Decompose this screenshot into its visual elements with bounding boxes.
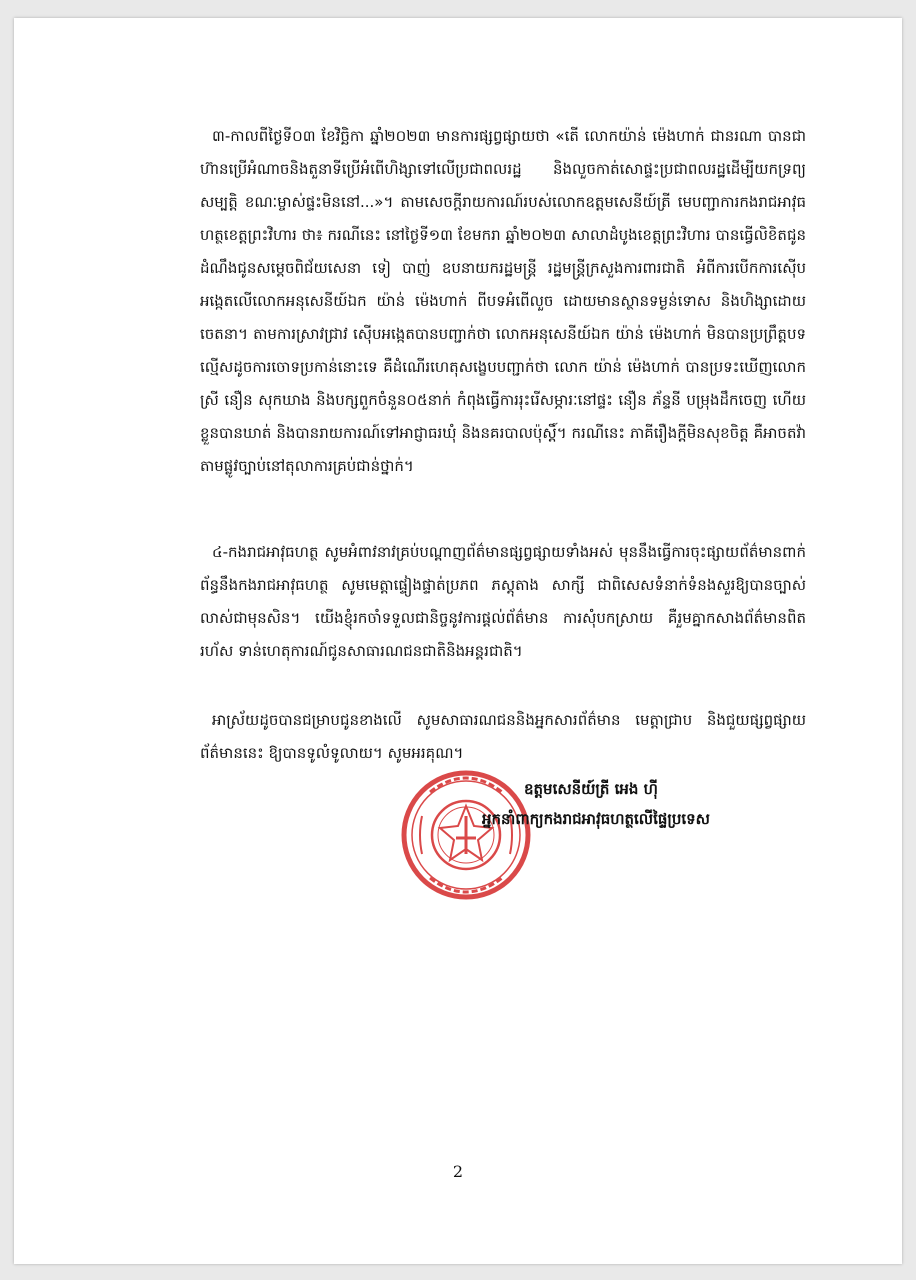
signature-block	[482, 774, 822, 834]
signatory-name: ឧត្តមសេនីយ៍ត្រី អេង ហ៊ី	[524, 780, 658, 798]
official-seal-icon	[400, 746, 532, 924]
page-number: 2	[452, 1162, 464, 1181]
signatory-title: អ្នកនាំពាក្យកងរាជអាវុធហត្ថលើផ្ទៃប្រទេស	[482, 810, 710, 828]
paragraph-3: ៣-កាលពីថ្ងៃទី០៣ ខែវិច្ឆិកា ឆ្នាំ២០២៣ មានការផ្សព្វផ្សាយថា «តើ លោកយ៉ាន់ ម៉េងហាក់ ជានរណា បានជាហ៊ានប្រើអំណាចនិងតួនាទីប្រើអំពើហិង្សាទៅលើប្រជាពលរដ្ឋ និងលួចកាត់សោផ្ទះប្រជាពលរដ្ឋដើម្បីយកទ្រព្យសម្បត្តិ ខណៈម្ចាស់ផ្ទះមិននៅ...»។ តាមសេចក្តីរាយការណ៍របស់លោកឧត្តមសេនីយ៍ត្រី មេបញ្ជាការកងរាជអាវុធហត្ថខេត្តព្រះវិហារ ថា៖ ករណីនេះ នៅថ្ងៃទី១៣ ខែមករា ឆ្នាំ២០២៣ សាលាដំបូងខេត្តព្រះវិហារ បានធ្វើលិខិតជូនដំណឹងជូនសម្តេចពិជ័យសេនា ទៀ បាញ់ ឧបនាយករដ្ឋមន្ត្រី រដ្ឋមន្ត្រីក្រសួងការពារជាតិ អំពីការបើកការស៊ើបអង្កេតលើលោកអនុសេនីយ៍ឯក យ៉ាន់ ម៉េងហាក់ ពីបទអំពើលួច ដោយមានស្ថានទម្ងន់ទោស និងហិង្សាដោយចេតនា។ តាមការស្រាវជ្រាវ ស៊ើបអង្កេតបានបញ្ជាក់ថា លោកអនុសេនីយ៍ឯក យ៉ាន់ ម៉េងហាក់ មិនបានប្រព្រឹត្តបទល្មើសដូចការចោទប្រកាន់នោះទេ គឺដំណើរហេតុសង្ខេបបញ្ជាក់ថា លោក យ៉ាន់ ម៉េងហាក់ បានប្រទះឃើញលោកស្រី នឿន សុកឃាង និងបក្សពួកចំនួន០៥នាក់ កំពុងធ្វើការរុះរើសម្ភារៈនៅផ្ទះ នឿន ភ័ន្ទនី បម្រុងដឹកចេញ ហើយខ្លួនបានឃាត់ និងបានរាយការណ៍ទៅអាជ្ញាធរឃុំ និងនគរបាលប៉ុស្តិ៍។ ករណីនេះ ភាគីរឿងក្តីមិនសុខចិត្ត គឺអាចតវ៉ាតាមផ្លូវច្បាប់នៅតុលាការគ្រប់ជាន់ថ្នាក់។	[200, 127, 806, 475]
paragraph-4: ៤-កងរាជអាវុធហត្ថ សូមអំពាវនាវគ្រប់បណ្តាញព័ត៌មានផ្សព្វផ្សាយទាំងអស់ មុននឹងធ្វើការចុះផ្សាយព័ត៌មានពាក់ព័ន្ធនឹងកងរាជអាវុធហត្ថ សូមមេត្តាផ្ទៀងផ្ទាត់ប្រភព ភស្តុតាង សាក្សី ជាពិសេសទំនាក់ទំនងសួរឱ្យបានច្បាស់លាស់ជាមុនសិន។ យើងខ្ញុំរកចាំទទួលជានិច្ចនូវការផ្តល់ព័ត៌មាន ការសុំបកស្រាយ គឺរួមគ្នាកសាងព័ត៌មានពិត រហ័ស ទាន់ហេតុការណ៍ជូនសាធារណជនជាតិនិងអន្តរជាតិ។	[200, 543, 806, 660]
document-page	[14, 18, 902, 1264]
closing-paragraph: អាស្រ័យដូចបានជម្រាបជូនខាងលើ សូមសាធារណជននិងអ្នកសារព័ត៌មាន មេត្តាជ្រាប និងជួយផ្សព្វផ្សាយព័ត៌មាននេះ ឱ្យបានទូលំទូលាយ។ សូមអរគុណ។	[200, 711, 806, 762]
